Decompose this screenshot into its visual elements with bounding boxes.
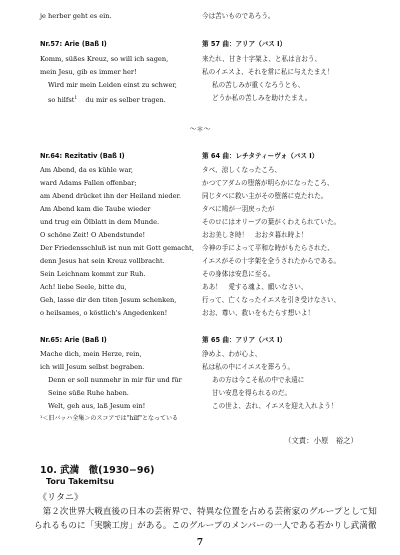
author-credit: （文責：小原 裕之）: [284, 436, 358, 445]
rec64-jp-line: 同じタベに救い主がその堕落に克たれた。: [202, 192, 328, 200]
rec64-de-line: Geh, lasse dir den titen Jesum schenken,: [40, 296, 177, 304]
rec64-de-line: am Abend drücket ihn der Heiland nieder.: [40, 192, 182, 200]
aria57-jp-line: どうか私の苦しみを助けたまえ。: [212, 94, 312, 102]
rec64-jp-line: おお、尊い、救いをもたらす想いよ！: [202, 309, 315, 317]
rec64-jp-heading: 第 64 曲：レチタティーヴォ（バス I）: [202, 152, 319, 160]
rec64-jp-line: おお美しき時！ おおタ暮れ時よ！: [202, 231, 308, 239]
rec64-de-heading: Nr.64: Rezitativ (Baß I): [40, 152, 125, 160]
aria65-de-line: Denn er soll nunmehr in mir für und für: [48, 376, 182, 384]
aria65-jp-line: 私は私の中にイエスを葬ろう。: [202, 363, 295, 371]
rec64-jp-line: タベ、涼しくなったころ、: [202, 166, 282, 174]
aria65-jp-line: あの方は今こそ私の中で永遠に: [212, 376, 305, 384]
rec64-de-line: O schöne Zeit! O Abendstunde!: [40, 231, 146, 239]
aria57-de-line: Komm, süßes Kreuz, so will ich sagen,: [40, 55, 169, 63]
rec64-jp-line: その身体は安息に至る。: [202, 270, 275, 278]
page-number: 7: [196, 538, 204, 548]
aria57-jp-line: 私の苦しみが重くなろうとも、: [212, 81, 305, 89]
aria65-jp-heading: 第 65 曲：アリア（バス I）: [202, 336, 287, 344]
aria57-de-line: mein Jesu, gib es immer her!: [40, 68, 137, 76]
aria65-de-line: Welt, geh aus, laß Jesum ein!: [48, 402, 146, 410]
rec64-jp-line: 行って、亡くなったイエスを引き受けなさい、: [202, 296, 341, 304]
rec64-de-line: Am Abend, da es kühle war,: [40, 166, 133, 174]
aria57-jp-line: 私のイエスよ、それを常に私に与えたまえ！: [202, 68, 334, 76]
aria57-de-line-part: so hilfst: [48, 96, 75, 105]
aria57-de-heading: Nr.57: Arie (Baß I): [40, 40, 107, 48]
section-subtitle: Toru Takemitsu: [46, 477, 115, 486]
rec64-de-line: Ach! liebe Seele, bitte du,: [40, 283, 127, 291]
rec64-jp-line: タベに鳩が一羽戻ったが: [202, 205, 275, 213]
work-title: 《リタニ》: [38, 493, 84, 503]
footnote-mark: 1: [74, 96, 78, 101]
footnote-text: ¹＜旧バッハ全集＞のスコアでは"hilf"となっている: [40, 415, 179, 422]
rec64-de-line: denn Jesus hat sein Kreuz vollbracht.: [40, 257, 165, 265]
rec64-jp-line: 今神の手によって平和な時がもたらされた、: [202, 244, 334, 252]
aria65-de-line: Mache dich, mein Herze, rein,: [40, 350, 142, 358]
aria57-de-line-part: du mir es selber tragen.: [85, 96, 166, 105]
aria65-de-line: Seine süße Ruhe haben.: [48, 389, 129, 397]
body-text-line: られるものに「実験工房」がある。このグループのメンバーの一人である若かりし武満徹: [34, 521, 377, 531]
rec64-de-line: Am Abend kam die Taube wieder: [40, 205, 151, 213]
de-line: je herber geht es ein.: [40, 12, 112, 20]
rec64-de-line: o heilsames, o köstlich's Angedenken!: [40, 309, 168, 317]
section-title: 10. 武満 徹(1930−96): [40, 465, 155, 476]
aria65-jp-line: この世よ、去れ、イエスを迎え入れよう！: [212, 402, 338, 410]
aria57-jp-heading: 第 57 曲：アリア（バス I）: [202, 40, 287, 48]
rec64-de-line: Sein Leichnam kommt zur Ruh.: [40, 270, 146, 278]
rec64-jp-line: イエスがその十字架を全うされたからである。: [202, 257, 341, 265]
aria65-jp-line: 甘い安息を得られるのだ。: [212, 389, 292, 397]
rec64-jp-line: そのロにはオリーブの葉がくわえられていた。: [202, 218, 341, 226]
aria65-de-heading: Nr.65: Arie (Baß I): [40, 336, 107, 344]
aria57-jp-line: 来たれ、甘き十字架よ、と私は言おう、: [202, 55, 322, 63]
rec64-de-line: Der Friedensschluß ist nun mit Gott gemacht,: [40, 244, 194, 252]
aria57-de-line: [48, 94, 166, 105]
jp-line: 今は苦いものであろう。: [202, 12, 275, 20]
rec64-de-line: ward Adams Fallen offenbar;: [40, 179, 137, 187]
rec64-jp-line: ああ！ 愛する魂よ、願いなさい、: [202, 283, 308, 291]
aria65-jp-line: 浄めよ、わが心よ、: [202, 350, 262, 358]
body-text-line: 第２次世界大戦直後の日本の芸術界で、特異な位置を占める芸術家のグループとして知: [34, 507, 377, 517]
rec64-jp-line: かつてアダムの堕落が明らかになったころ、: [202, 179, 334, 187]
aria65-de-line: ich will Jesum selbst begraben.: [40, 363, 145, 371]
aria57-de-line: Wird mir mein Leiden einst zu schwer,: [48, 81, 177, 89]
rec64-de-line: und trug ein Ölblatt in dem Munde.: [40, 218, 160, 226]
section-separator: 〜＊〜: [189, 125, 211, 133]
